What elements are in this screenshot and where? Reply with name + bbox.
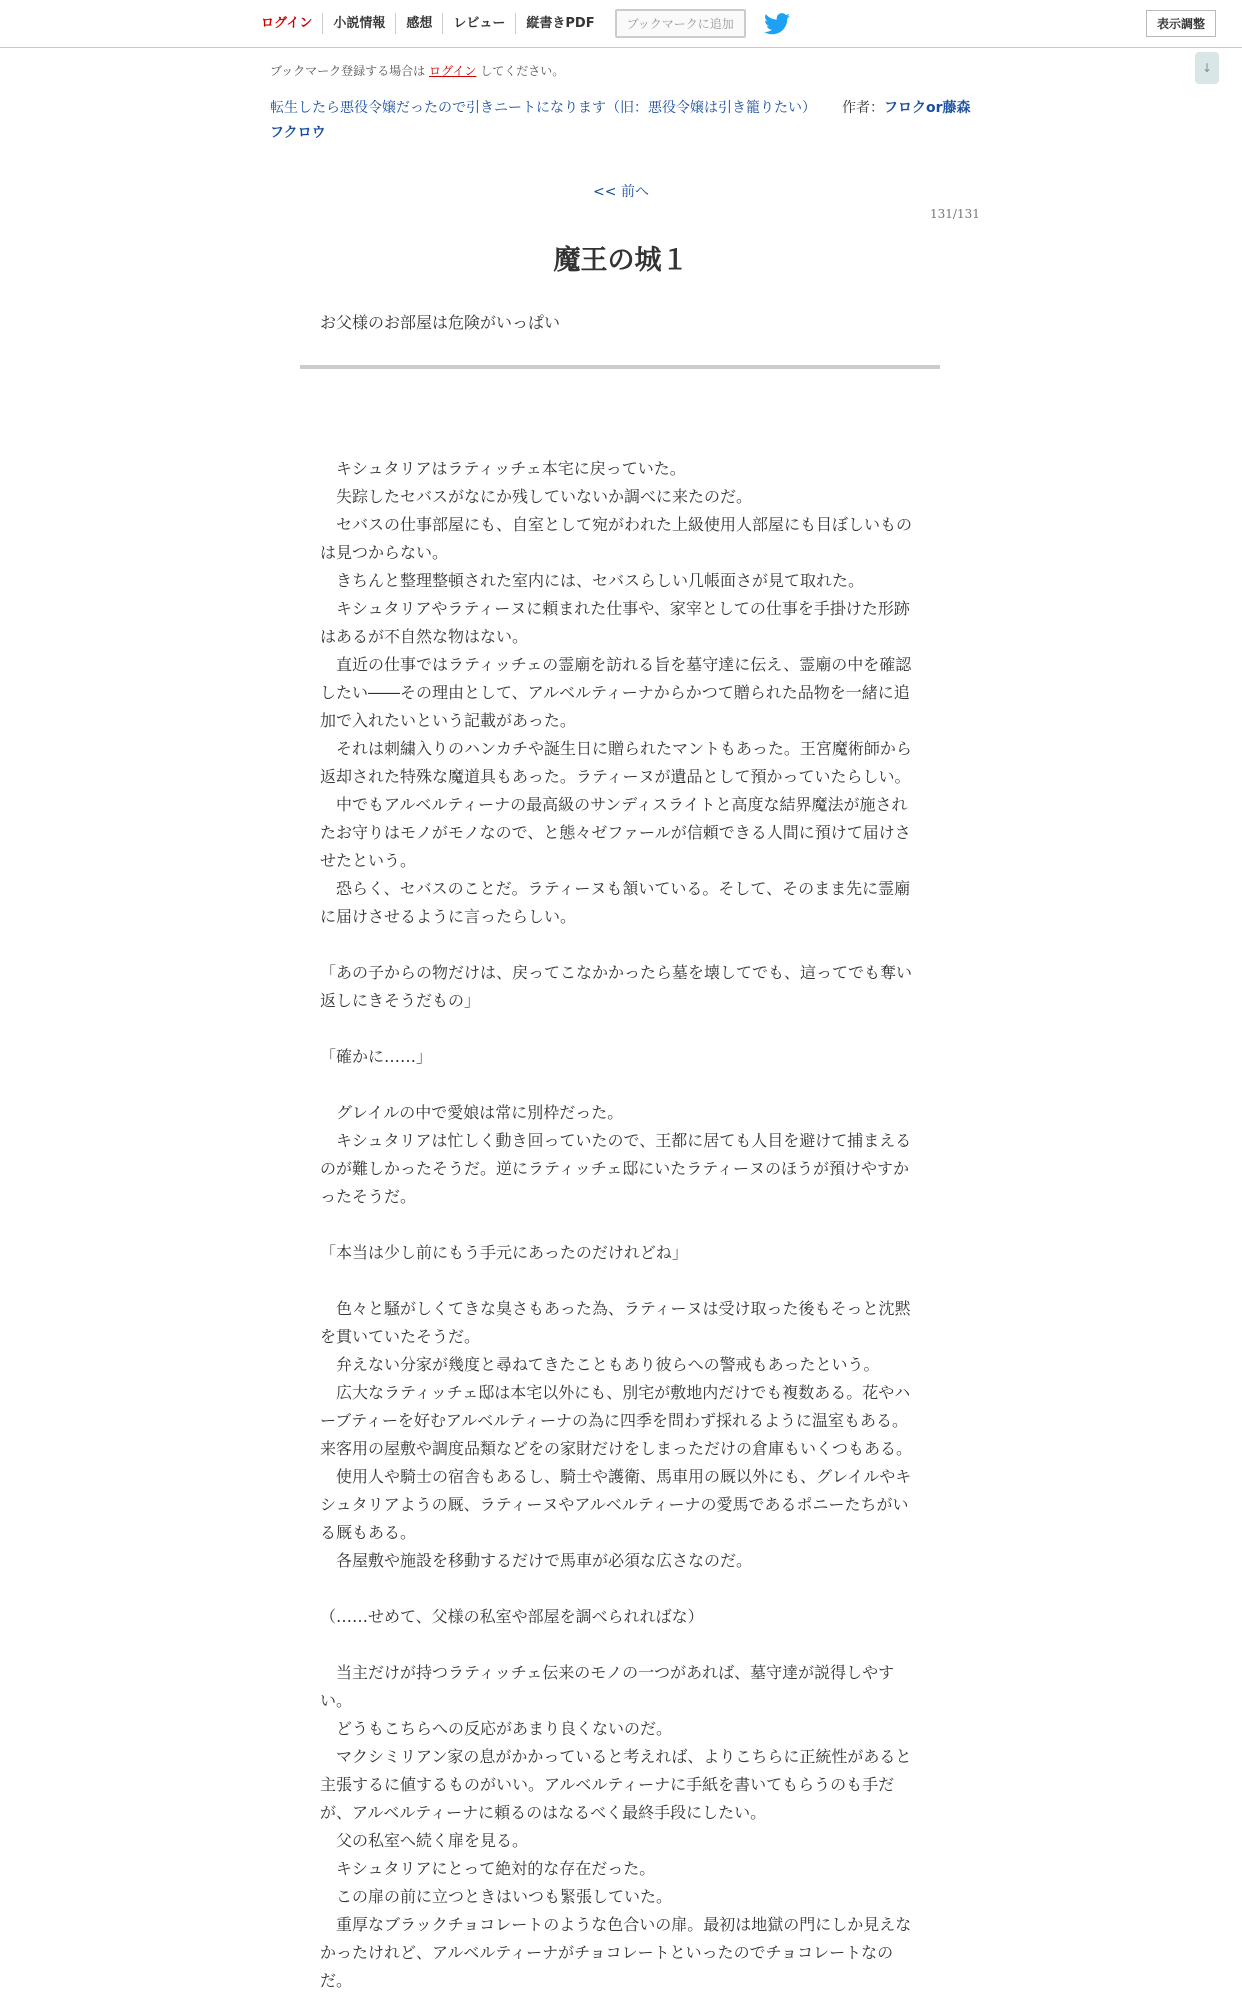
pager-prev (0, 181, 1242, 201)
nav-impressions[interactable]: 感想 (395, 13, 442, 34)
twitter-icon[interactable] (764, 13, 790, 35)
divider (300, 365, 940, 369)
body-paragraph: グレイルの中で愛娘は常に別枠だった。 (320, 1103, 624, 1122)
body-paragraph: キシュタリアにとって絶対的な存在だった。 (320, 1859, 656, 1878)
body-paragraph: 弁えない分家が幾度と尋ねてきたこともあり彼らへの警戒もあったという。 (320, 1355, 880, 1374)
body-paragraph: マクシミリアン家の息がかかっていると考えれば、よりこちらに正統性があると主張するに値するものがいい。アルベルティーナに手紙を書いてもらうのも手だが、アルベルティーナに頼るのはなるべく最終手段にしたい。 (320, 1747, 912, 1822)
novel-header (270, 96, 980, 146)
body-paragraph: （……せめて、父様の私室や部屋を調べられればな） (320, 1607, 704, 1626)
body-paragraph (320, 1071, 920, 1099)
add-bookmark-button[interactable]: ブックマークに追加 (615, 9, 746, 38)
body-paragraph: 「確かに……」 (320, 1047, 433, 1066)
body-paragraph: 当主だけが持つラティッチェ伝来のモノの一つがあれば、墓守達が説得しやすい。 (320, 1663, 895, 1710)
body-paragraph: 恐らく、セバスのことだ。ラティーヌも頷いている。そして、そのまま先に霊廟に届けさせるように言ったらしい。 (320, 879, 911, 926)
body-paragraph: 「本当は少し前にもう手元にあったのだけれどね」 (320, 1243, 688, 1262)
body-paragraph (320, 1267, 920, 1295)
notice-login-link[interactable]: ログイン (429, 64, 477, 78)
nav-vertical-pdf[interactable]: 縦書きPDF (515, 13, 604, 34)
body-paragraph (320, 1575, 920, 1603)
body-paragraph: 失踪したセバスがなにか残していないか調べに来たのだ。 (320, 487, 753, 506)
top-nav (251, 0, 790, 47)
novel-title-link[interactable]: 転生したら悪役令嬢だったので引きニートになります（旧：悪役令嬢は引き籠りたい） (270, 100, 816, 116)
nav-review[interactable]: レビュー (442, 13, 515, 34)
body-paragraph: 父の私室へ続く扉を見る。 (320, 1831, 529, 1850)
body-paragraph: セバスの仕事部屋にも、自室として宛がわれた上級使用人部屋にも目ぼしいものは見つからない。 (320, 515, 913, 562)
chapter-preface: お父様のお部屋は危険がいっぱい (320, 313, 561, 332)
body-paragraph: 広大なラティッチェ邸は本宅以外にも、別宅が敷地内だけでも複数ある。花やハーブティーを好むアルベルティーナの為に四季を問わず採れるように温室もある。来客用の屋敷や調度品類などをの家財だけをしまっただけの倉庫もいくつもある。 (320, 1383, 913, 1458)
author-label: 作者： (842, 100, 884, 116)
body-paragraph: キシュタリアは忙しく動き回っていたので、王都に居ても人目を避けて捕まえるのが難しかったそうだ。逆にラティッチェ邸にいたラティーヌのほうが預けやすかったそうだ。 (320, 1131, 912, 1206)
nav-login[interactable]: ログイン (261, 16, 313, 31)
prev-link[interactable]: << 前へ (593, 184, 649, 200)
page-number: 131/131 (930, 207, 980, 221)
body-paragraph: 色々と騒がしくてきな臭さもあった為、ラティーヌは受け取った後もそっと沈黙を貫いていたそうだ。 (320, 1299, 911, 1346)
body-paragraph (320, 1015, 920, 1043)
notice-prefix: ブックマーク登録する場合は (270, 64, 426, 78)
body-paragraph (320, 931, 920, 959)
body-paragraph: キシュタリアやラティーヌに頼まれた仕事や、家宰としての仕事を手掛けた形跡はあるが不自然な物はない。 (320, 599, 910, 646)
bookmark-notice (270, 62, 564, 79)
body-paragraph: 各屋敷や施設を移動するだけで馬車が必須な広さなのだ。 (320, 1551, 753, 1570)
author-link[interactable]: フロクor藤森フクロウ (270, 100, 971, 141)
scroll-down-button[interactable]: ↓ (1195, 52, 1219, 84)
body-paragraph: 中でもアルベルティーナの最高級のサンディスライトと高度な結界魔法が施されたお守りはモノがモノなので、と態々ゼファールが信頼できる人間に預けて届けさせたという。 (320, 795, 911, 870)
chapter-title: 魔王の城１ (553, 245, 689, 276)
body-paragraph (320, 1211, 920, 1239)
body-paragraph: 直近の仕事ではラティッチェの霊廟を訪れる旨を墓守達に伝え、霊廟の中を確認したい――その理由として、アルベルティーナからかつて贈られた品物を一緒に追加で入れたいという記載があった。 (320, 655, 912, 730)
body-paragraph: どうもこちらへの反応があまり良くないのだ。 (320, 1719, 673, 1738)
body-paragraph: それは刺繍入りのハンカチや誕生日に贈られたマントもあった。王宮魔術師から返却された特殊な魔道具もあった。ラティーヌが遺品として預かっていたらしい。 (320, 739, 912, 786)
top-bar (0, 0, 1242, 48)
body-paragraph: 使用人や騎士の宿舎もあるし、騎士や護衛、馬車用の厩以外にも、グレイルやキシュタリアようの厩、ラティーヌやアルベルティーナの愛馬であるポニーたちがいる厩もある。 (320, 1467, 912, 1542)
body-paragraph: 重厚なブラックチョコレートのような色合いの扉。最初は地獄の門にしか見えなかったけれど、アルベルティーナがチョコレートといったのでチョコレートなのだ。 (320, 1915, 912, 1990)
body-paragraph: キシュタリアはラティッチェ本宅に戻っていた。 (320, 459, 686, 478)
body-paragraph: この扉の前に立つときはいつも緊張していた。 (320, 1887, 673, 1906)
novel-body (320, 455, 920, 1995)
body-paragraph (320, 1631, 920, 1659)
body-paragraph: 「あの子からの物だけは、戻ってこなかかったら墓を壊してでも、這ってでも奪い返しにきそうだもの」 (320, 963, 913, 1010)
body-paragraph: きちんと整理整頓された室内には、セバスらしい几帳面さが見て取れた。 (320, 571, 865, 590)
nav-novel-info[interactable]: 小説情報 (322, 13, 395, 34)
notice-suffix: してください。 (480, 64, 565, 78)
display-settings-button[interactable]: 表示調整 (1146, 10, 1216, 37)
